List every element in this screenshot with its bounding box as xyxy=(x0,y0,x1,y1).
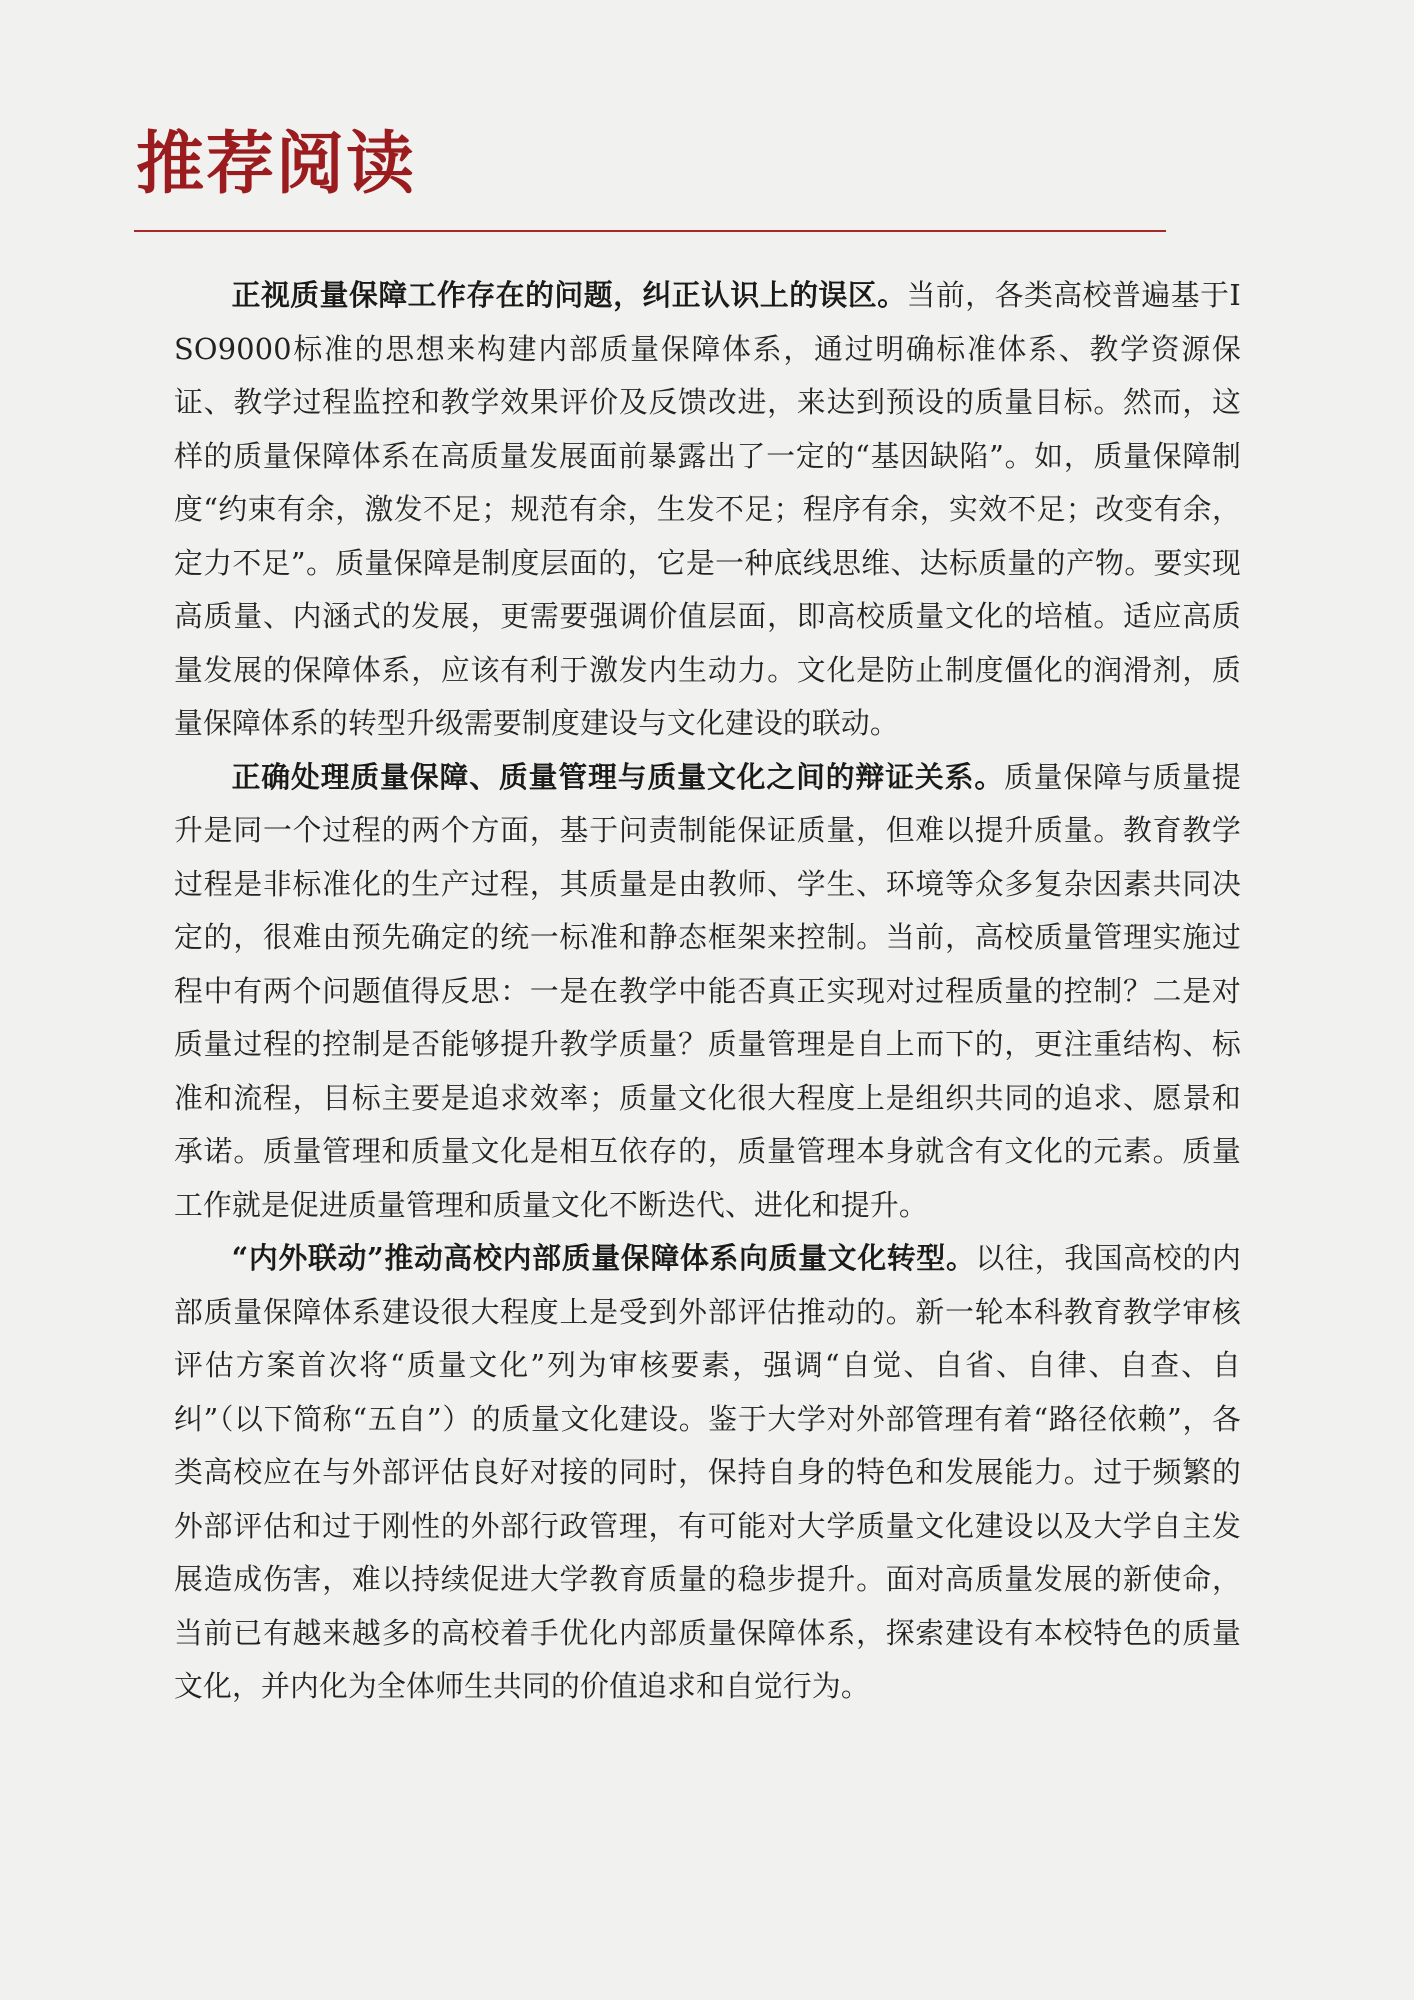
article-body xyxy=(174,269,1241,1714)
title-divider xyxy=(134,230,1166,232)
paragraph-1-body: 当前，各类高校普遍基于ISO9000标准的思想来构建内部质量保障体系，通过明确标准体系、教学资源保证、教学过程监控和教学效果评价及反馈改进，来达到预设的质量目标。然而，这样的质量保障体系在高质量发展面前暴露出了一定的“基因缺陷”。如，质量保障制度“约束有余，激发不足；规范有余，生发不足；程序有余，实效不足；改变有余，定力不足”。质量保障是制度层面的，它是一种底线思维、达标质量的产物。要实现高质量、内涵式的发展，更需要强调价值层面，即高校质量文化的培植。适应高质量发展的保障体系，应该有利于激发内生动力。文化是防止制度僵化的润滑剂，质量保障体系的转型升级需要制度建设与文化建设的联动。 xyxy=(174,278,1241,740)
paragraph-1-lead: 正视质量保障工作存在的问题，纠正认识上的误区。 xyxy=(231,278,907,312)
paragraph-3-body: 以往，我国高校的内部质量保障体系建设很大程度上是受到外部评估推动的。新一轮本科教育教学审核评估方案首次将“质量文化”列为审核要素，强调“自觉、自省、自律、自查、自纠”（以下简称“五自”）的质量文化建设。鉴于大学对外部管理有着“路径依赖”，各类高校应在与外部评估良好对接的同时，保持自身的特色和发展能力。过于频繁的外部评估和过于刚性的外部行政管理，有可能对大学质量文化建设以及大学自主发展造成伤害，难以持续促进大学教育质量的稳步提升。面对高质量发展的新使命，当前已有越来越多的高校着手优化内部质量保障体系，探索建设有本校特色的质量文化，并内化为全体师生共同的价值追求和自觉行为。 xyxy=(174,1241,1241,1703)
paragraph-2-body: 质量保障与质量提升是同一个过程的两个方面，基于问责制能保证质量，但难以提升质量。教育教学过程是非标准化的生产过程，其质量是由教师、学生、环境等众多复杂因素共同决定的，很难由预先确定的统一标准和静态框架来控制。当前，高校质量管理实施过程中有两个问题值得反思：一是在教学中能否真正实现对过程质量的控制？二是对质量过程的控制是否能够提升教学质量？质量管理是自上而下的，更注重结构、标准和流程，目标主要是追求效率；质量文化很大程度上是组织共同的追求、愿景和承诺。质量管理和质量文化是相互依存的，质量管理本身就含有文化的元素。质量工作就是促进质量管理和质量文化不断迭代、进化和提升。 xyxy=(174,759,1241,1222)
paragraph-2-lead: 正确处理质量保障、质量管理与质量文化之间的辩证关系。 xyxy=(231,759,1005,794)
paragraph-2 xyxy=(174,751,1241,1233)
paragraph-3 xyxy=(174,1232,1241,1714)
page-title: 推荐阅读 xyxy=(136,124,417,204)
page-header xyxy=(136,126,1166,202)
paragraph-3-lead: “内外联动”推动高校内部质量保障体系向质量文化转型。 xyxy=(231,1241,976,1275)
paragraph-1 xyxy=(174,269,1241,751)
